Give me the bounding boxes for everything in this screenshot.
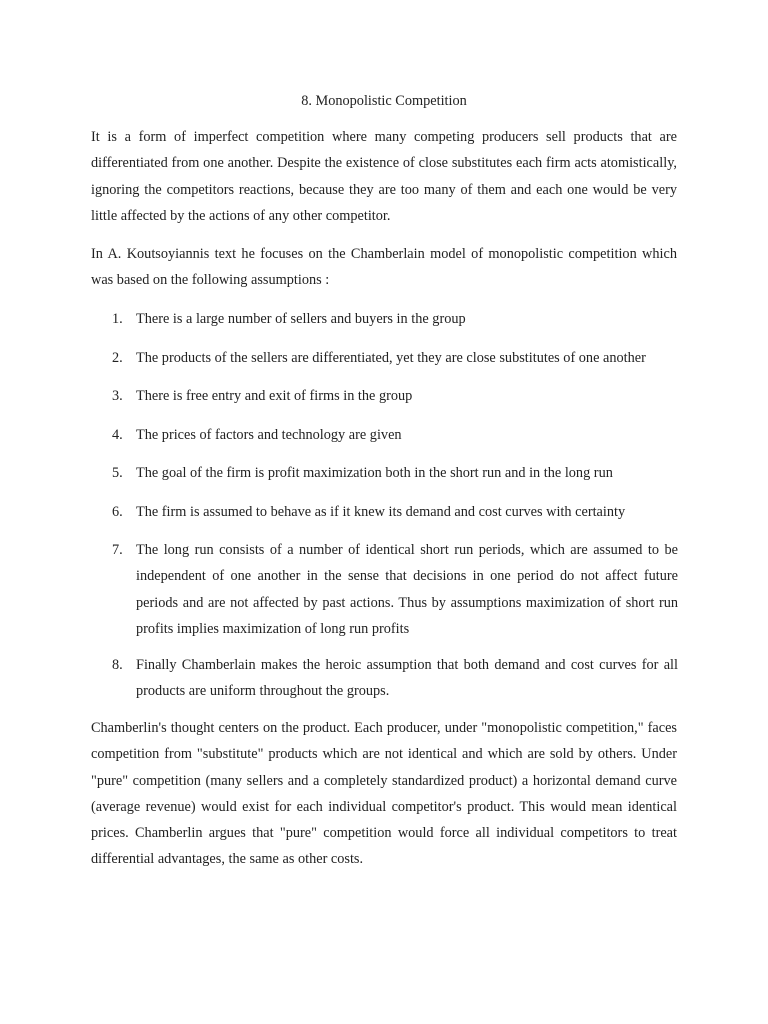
list-item-number: 5.: [112, 465, 123, 481]
list-item-text: The prices of factors and technology are given: [136, 426, 402, 443]
list-item-number: 7.: [112, 542, 123, 558]
list-item-text: The firm is assumed to behave as if it knew its demand and cost curves with certainty: [136, 503, 626, 520]
context-paragraph: In A. Koutsoyiannis text he focuses on the Chamberlain model of monopolistic competition which was based on the following assumptions :: [91, 246, 677, 289]
closing-paragraph: Chamberlin's thought centers on the product. Each producer, under "monopolistic competition," faces competition from "substitute" products which are not identical and which are sold by others. Under "pure" competition (many sellers and a completely standardized product) a horizontal demand curve (average revenue) would exist for each individual competitor's product. This would mean identical prices. Chamberlin argues that "pure" competition would force all individual competitors to treat differential advantages, the same as other costs.: [91, 720, 677, 868]
list-item-number: 6.: [112, 503, 123, 520]
list-item-number: 4.: [112, 426, 123, 443]
intro-paragraph: It is a form of imperfect competition where many competing producers sell products that are differentiated from one another. Despite the existence of close substitutes each firm acts atomistically, ignoring the competitors reactions, because they are too many of them and each one would be very little affected by the actions of any other competitor.: [91, 129, 677, 224]
list-item-text: The goal of the firm is profit maximization both in the short run and in the long run: [136, 465, 613, 481]
list-item-number: 2.: [112, 349, 123, 366]
list-item-text: There is free entry and exit of firms in the group: [136, 388, 413, 404]
list-item-number: 8.: [112, 657, 123, 673]
list-item-text: The long run consists of a number of identical short run periods, which are assumed to be independent of one another in the sense that decisions in one period do not affect future periods and are not affected by past actions. Thus by assumptions maximization of short run profits implies maximization of long run profits: [136, 542, 678, 637]
document-title: 8. Monopolistic Competition: [301, 93, 467, 109]
list-item-number: 1.: [112, 311, 123, 327]
list-item-text: The products of the sellers are differentiated, yet they are close substitutes of one another: [136, 349, 646, 366]
list-item-number: 3.: [112, 388, 123, 404]
list-item-text: There is a large number of sellers and buyers in the group: [136, 311, 466, 327]
list-item-text: Finally Chamberlain makes the heroic assumption that both demand and cost curves for all products are uniform throughout the groups.: [136, 657, 678, 700]
